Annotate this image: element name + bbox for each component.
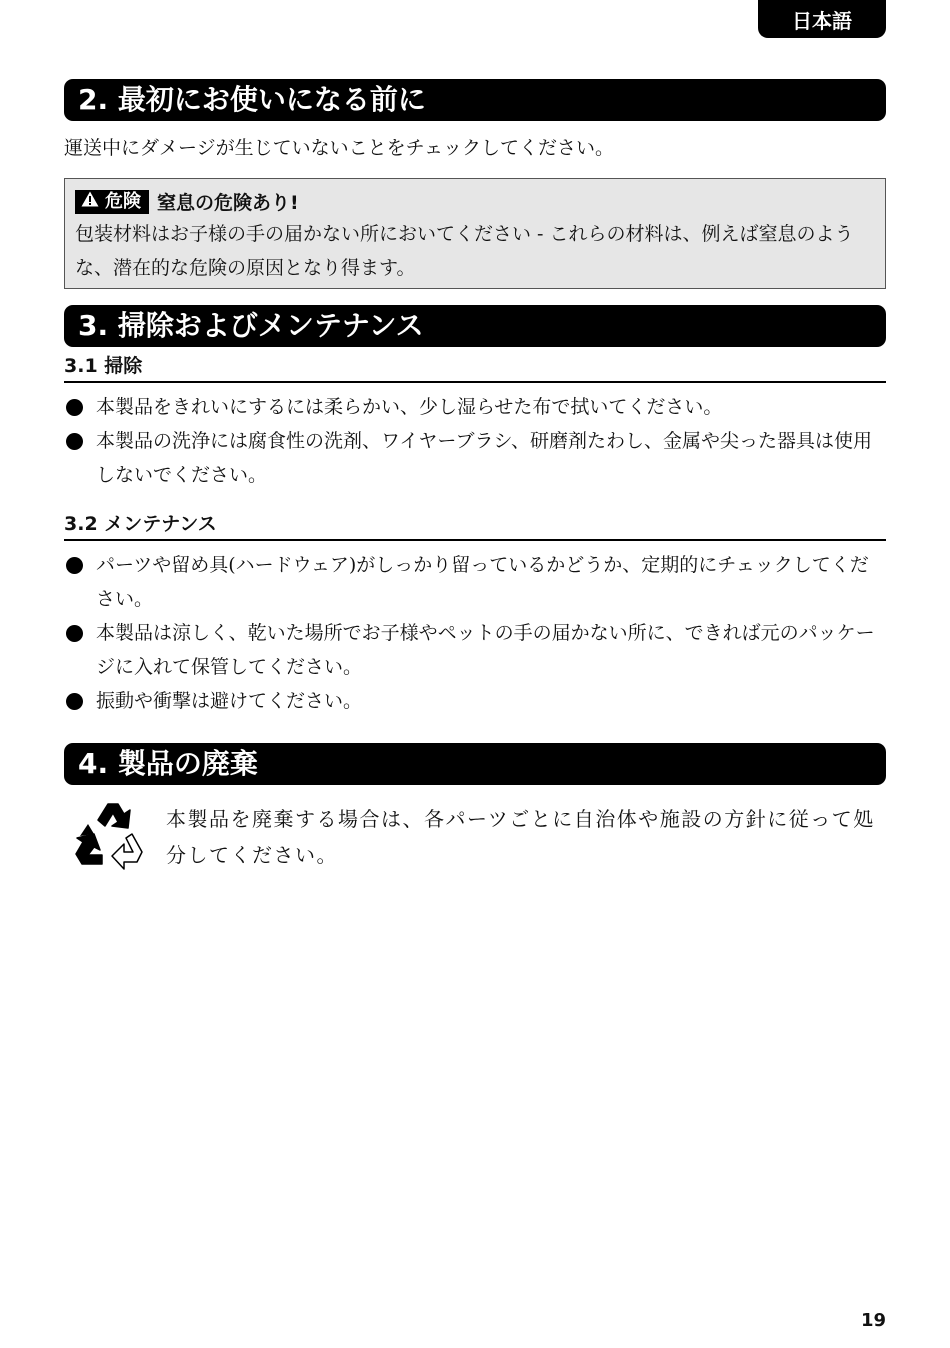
list-item-text: 本製品をきれいにするには柔らかい、少し湿らせた布で拭いてください。 [96, 396, 723, 418]
danger-text: 包装材料はお子様の手の届かない所においてください - これらの材料は、例えば窒息のような、潜在的な危険の原因となり得ます。 [75, 223, 854, 279]
list-item [64, 616, 886, 684]
bullet-icon [66, 557, 83, 574]
disposal-text: 本製品を廃棄する場合は、各パーツごとに自治体や施設の方針に従って処分してください。 [166, 807, 875, 867]
maintenance-list [64, 548, 886, 718]
danger-badge-label: 危険 [105, 190, 141, 212]
recycle-icon [72, 800, 148, 872]
bullet-icon [66, 433, 83, 450]
section-4-heading: 4. 製品の廃棄 [64, 743, 886, 785]
danger-badge [75, 190, 149, 214]
bullet-icon [66, 625, 83, 642]
language-tab: 日本語 [758, 0, 886, 38]
page-number: 19 [860, 1310, 886, 1331]
bullet-icon [66, 399, 83, 416]
cleaning-list [64, 390, 886, 492]
section-2-intro: 運送中にダメージが生じていないことをチェックしてください。 [64, 137, 615, 159]
list-item [64, 424, 886, 492]
list-item-text: パーツや留め具(ハードウェア)がしっかり留っているかどうか、定期的にチェックしてください。 [96, 554, 869, 610]
list-item-text: 振動や衝撃は避けてください。 [96, 690, 363, 712]
list-item [64, 548, 886, 616]
list-item-text: 本製品は涼しく、乾いた場所でお子様やペットの手の届かない所に、できれば元のパッケージに入れて保管してください。 [96, 622, 875, 678]
subsection-3-1-heading: 3.1 掃除 [64, 351, 886, 383]
danger-title: 窒息の危険あり! [157, 192, 299, 214]
list-item-text: 本製品の洗浄には腐食性の洗剤、ワイヤーブラシ、研磨剤たわし、金属や尖った器具は使用しないでください。 [96, 430, 872, 486]
list-item [64, 684, 886, 718]
warning-triangle-icon [81, 190, 99, 214]
danger-notice [64, 178, 886, 289]
section-2-heading: 2. 最初にお使いになる前に [64, 79, 886, 121]
section-3-heading: 3. 掃除およびメンテナンス [64, 305, 886, 347]
danger-header [75, 188, 299, 215]
subsection-3-2-heading: 3.2 メンテナンス [64, 509, 886, 541]
list-item [64, 390, 886, 424]
bullet-icon [66, 693, 83, 710]
